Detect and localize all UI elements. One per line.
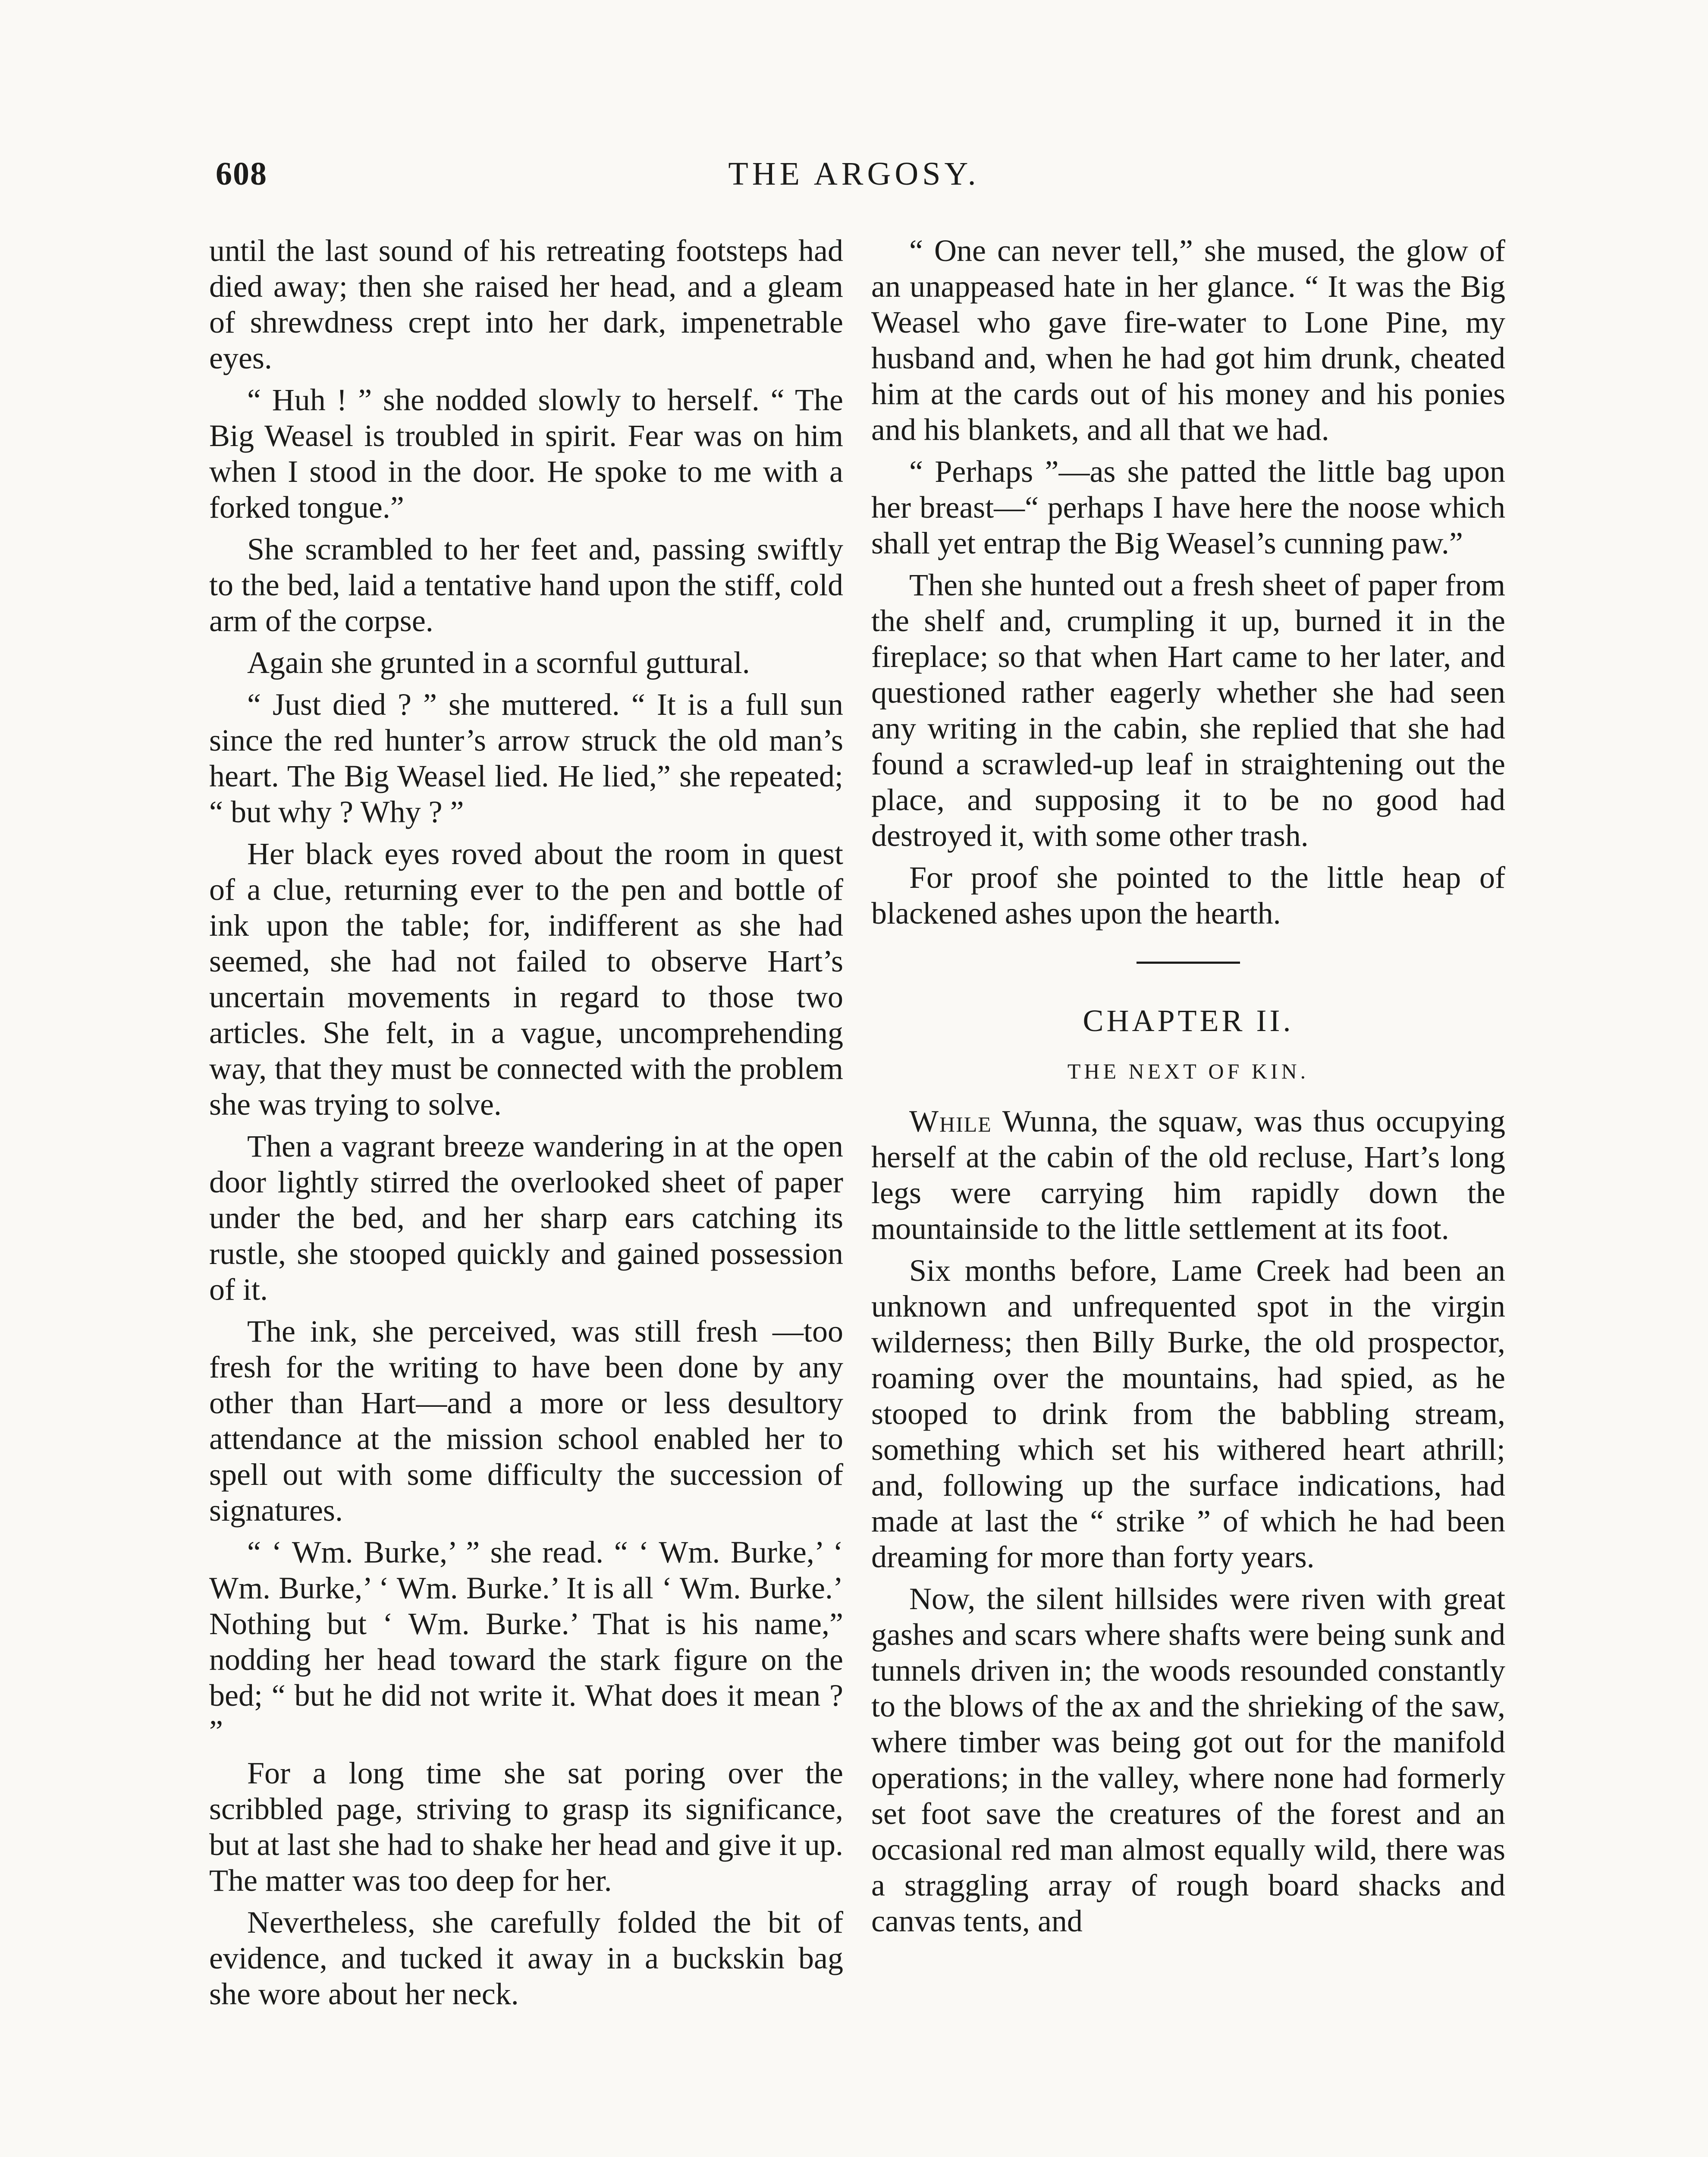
paragraph: Again she grunted in a scornful guttural. xyxy=(247,645,750,680)
paragraph: “ Huh ! ” she nodded slowly to herself. “ The Big Weasel is troubled in spirit. Fear was on him when I stood in the door. He spoke to me with a forked tongue.” xyxy=(209,383,843,525)
paragraph: until the last sound of his retreating footsteps had died away; then she raised her head, and a gleam of shrewdness crept into her dark, impenetrable eyes. xyxy=(209,233,843,375)
paragraph: For proof she pointed to the little heap of blackened ashes upon the hearth. xyxy=(871,860,1505,931)
left-column xyxy=(209,233,843,2018)
paragraph: The ink, she perceived, was still fresh —too fresh for the writing to have been done by any other than Hart—and a more or less desultory attendance at the mission school enabled her to spell out with some difficulty the succession of signatures. xyxy=(209,1314,843,1528)
paragraph: “ Perhaps ”—as she patted the little bag upon her breast—“ perhaps I have here the noose which shall yet entrap the Big Weasel’s cunning paw.” xyxy=(871,454,1505,560)
chapter-lead-word: While xyxy=(909,1104,992,1138)
paragraph: “ Just died ? ” she muttered. “ It is a full sun since the red hunter’s arrow struck the old man’s heart. The Big Weasel lied. He lied,” she repeated; “ but why ? Why ? ” xyxy=(209,687,843,829)
paragraph: Nevertheless, she carefully folded the bit of evidence, and tucked it away in a buckskin bag she wore about her neck. xyxy=(209,1905,843,2011)
paragraph: Now, the silent hillsides were riven with great gashes and scars where shafts were being sunk and tunnels driven in; the woods resounded constantly to the blows of the ax and the shrieking of the saw, where timber was being got out for the manifold operations; in the valley, where none had formerly set foot save the creatures of the forest and an occasional red man almost equally wild, there was a straggling array of rough board shacks and canvas tents, and xyxy=(871,1582,1505,1938)
right-column xyxy=(871,233,1505,1945)
chapter-first-paragraph-text: Wunna, the squaw, was thus occupying herself at the cabin of the old recluse, Hart’s long legs were carrying him rapidly down the mountainside to the little settlement at its foot. xyxy=(871,1104,1505,1246)
chapter-title: CHAPTER II. xyxy=(1083,1003,1294,1038)
paragraph: She scrambled to her feet and, passing swiftly to the bed, laid a tentative hand upon the stiff, cold arm of the corpse. xyxy=(209,532,843,638)
paragraph: Six months before, Lame Creek had been an unknown and unfrequented spot in the virgin wilderness; then Billy Burke, the old prospector, roaming over the mountains, had spied, as he stooped to drink from the babbling stream, something which set his withered heart athrill; and, following up the surface indications, had made at last the “ strike ” of which he had been dreaming for more than forty years. xyxy=(871,1253,1505,1574)
paragraph: Then she hunted out a fresh sheet of paper from the shelf and, crumpling it up, burned it in the fireplace; so that when Hart came to her later, and questioned rather eagerly whether she had seen any writing in the cabin, she replied that she had found a scrawled-up leaf in straightening out the place, and supposing it to be no good had destroyed it, with some other trash. xyxy=(871,568,1505,853)
magazine-title: THE ARGOSY. xyxy=(728,156,980,192)
paragraph: Her black eyes roved about the room in quest of a clue, returning ever to the pen and bottle of ink upon the table; for, indifferent as she had seemed, she had not failed to observe Hart’s uncertain movements in regard to those two articles. She felt, in a vague, uncomprehending way, that they must be connected with the problem she was trying to solve. xyxy=(209,836,843,1122)
paragraph: “ One can never tell,” she mused, the glow of an unappeased hate in her glance. “ It was the Big Weasel who gave fire-water to Lone Pine, my husband and, when he had got him drunk, cheated him at the cards out of his money and his ponies and his blankets, and all that we had. xyxy=(871,233,1505,447)
chapter-first-paragraph xyxy=(871,1104,1505,1247)
chapter-subtitle: THE NEXT OF KIN. xyxy=(1067,1059,1309,1083)
page-number: 608 xyxy=(216,156,267,192)
paragraph: For a long time she sat poring over the scribbled page, striving to grasp its significance, but at last she had to shake her head and give it up. The matter was too deep for her. xyxy=(209,1756,843,1898)
page-header xyxy=(207,155,1501,203)
section-divider xyxy=(1137,962,1240,964)
paragraph: “ ‘ Wm. Burke,’ ” she read. “ ‘ Wm. Burke,’ ‘ Wm. Burke,’ ‘ Wm. Burke.’ It is all ‘ Wm. Burke.’ Nothing but ‘ Wm. Burke.’ That is his name,” nodding her head toward the stark figure on the bed; “ but he did not write it. What does it mean ? ” xyxy=(209,1535,843,1748)
paragraph: Then a vagrant breeze wandering in at the open door lightly stirred the overlooked sheet of paper under the bed, and her sharp ears catching its rustle, she stooped quickly and gained possession of it. xyxy=(209,1129,843,1307)
